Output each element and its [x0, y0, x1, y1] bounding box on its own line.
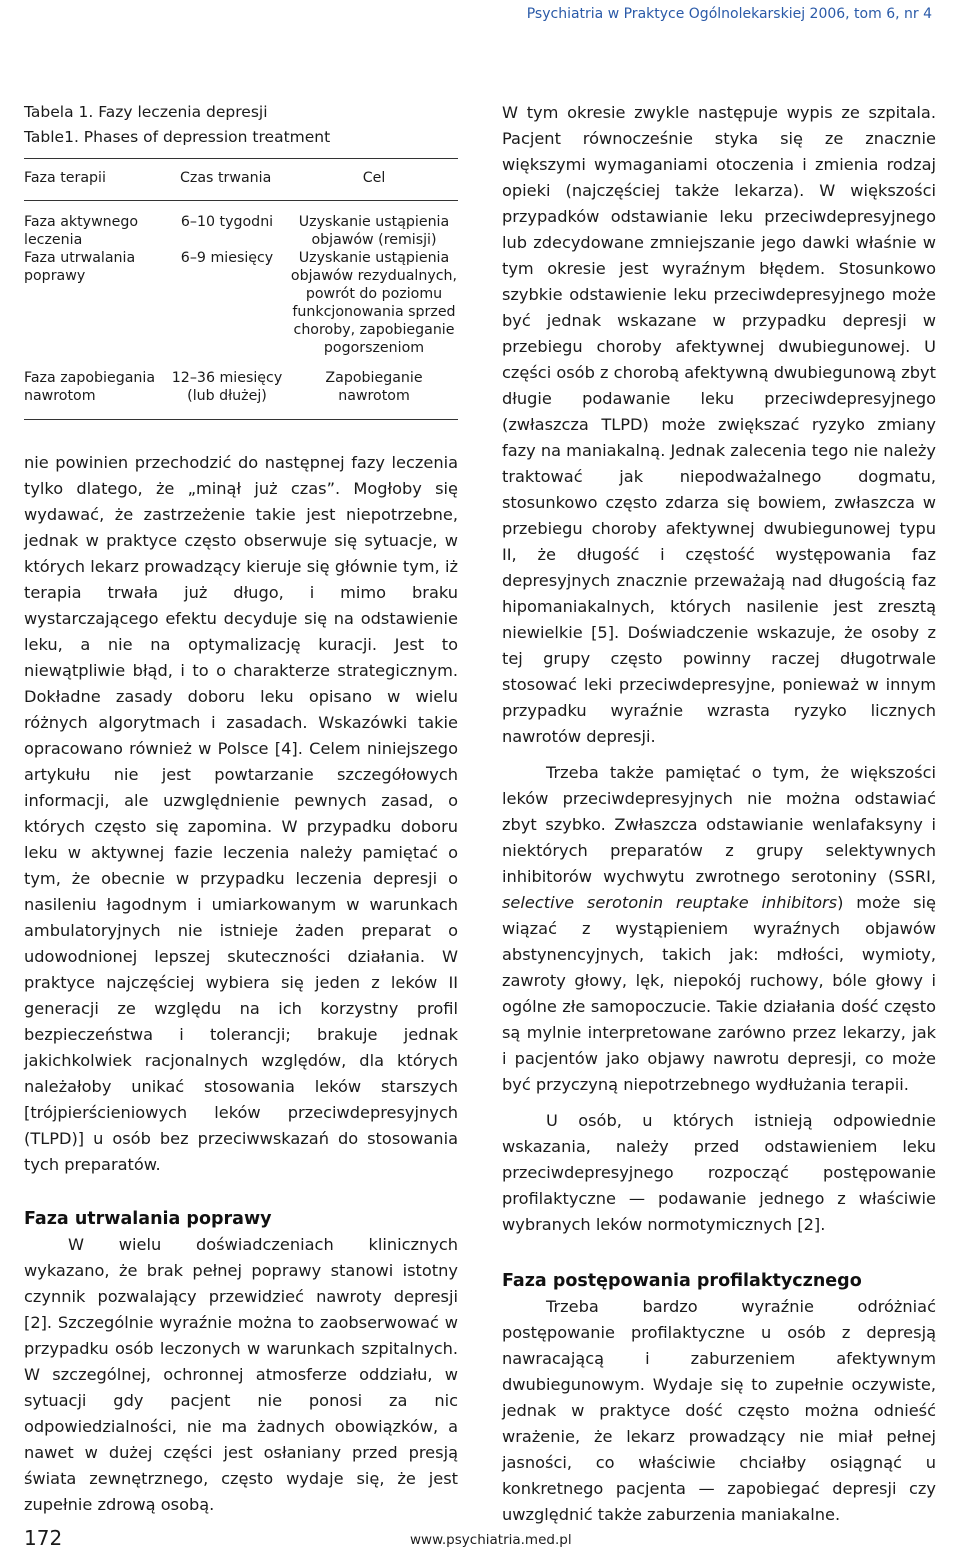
table-caption-pl: Tabela 1. Fazy leczenia depresji	[24, 103, 268, 121]
footer-url: www.psychiatria.med.pl	[410, 1532, 572, 1548]
left-paragraph-1: nie powinien przechodzić do następnej fazy leczenia tylko dlatego, że „minął już czas”. Mogłoby się wydawać, że zastrzeżenie takie jest niepotrzebne, jednak w praktyce często obserwuje się sytuacje, w których lekarz prowadzący kieruje się głównie tym, iż terapia trwała już długo, i mimo braku wystarczającego efektu decyduje się na odstawienie leku, a nie na optymalizację kuracji. Jest to niewątpliwie błąd, i to o charakterze strategicznym. Dokładne zasady doboru leku opisano w wielu różnych algorytmach i zasadach. Wskazówki takie opracowano również w Polsce [4]. Celem niniejszego artykułu nie jest powtarzanie szczegółowych informacji, ale uzwględnienie pewnych zasad, o których często się zapomina. W przypadku doboru leku w aktywnej fazie leczenia należy pamiętać o tym, że obecnie w przypadku leczenia depresji o nasileniu łagodnym i umiarkowanym w warunkach ambulatoryjnych nie istnieje żaden preparat o udowodnionej lepszej skuteczności działania. W praktyce najczęściej wybiera się jeden z leków II generacji ze względu na ich korzystny profil bezpieczeństwa i tolerancji; brakuje jednak jakichkolwiek racjonalnych względów, dla których należałoby unikać stosowania leków starszych [trójpierścieniowych leków przeciwdepresyjnych (TLPD)] u osób bez przeciwwskazań do stosowania tych preparatów.	[24, 453, 458, 1174]
right-paragraph-2-end: ) może się wiązać z wystąpieniem wyraźnych objawów abstynencyjnych, takich jak: mdłości, wymioty, zawroty głowy, lęk, niepokój ruchowy, bóle głowy i ogólne złe samopoczucie. Takie działania dość często są mylnie interpretowane zarówno przez lekarzy, jak i pacjentów jako objawy nawrotu depresji, co może być przyczyną niepotrzebnego wydłużania terapii.	[502, 893, 936, 1094]
table-row	[24, 357, 458, 420]
header-goal: Cel	[290, 159, 458, 201]
right-paragraph-1: W tym okresie zwykle następuje wypis ze szpitala. Pacjent równocześnie styka się ze znacznie większymi wymaganiami otoczenia i zmienia rodzaj opieki (najczęściej także lekarza). W większości przypadków odstawianie leku przeciwdepresyjnego lub zdecydowane zmniejszanie jego dawki właśnie w tym okresie jest wyraźnym błędem. Stosunkowo szybkie odstawienie leku przeciwdepresyjnego może być jednak wskazane w przypadku depresji w przebiegu choroby afektywnej dwubiegunowej. U części osób z chorobą afektywną dwubiegunową zbyt długie podawanie leku przeciwdepresyjnego (zwłaszcza TLPD) może zwiększać ryzyko zmiany fazy na maniakalną. Jednak zalecenia tego nie należy traktować jak niepodważalnego dogmatu, stosunkowo często zdarza się bowiem, zwłaszcza w przebiegu choroby afektywnej dwubiegunowej typu II, że długość i częstość występowania faz depresyjnych znacznie przeważają nad długością faz hipomaniakalnych, których nasilenie jest zresztą niewielkie [5]. Doświadczenie wskazuje, że osoby z tej grupy często powinny raczej długotrwale stosować leki przeciwdepresyjne, ponieważ w innym przypadku wyraźnie wzrasta ryzyko licznych nawrotów depresji.	[502, 103, 936, 746]
left-paragraph-2: W wielu doświadczeniach klinicznych wykazano, że brak pełnej poprawy stanowi istotny czynnik pozwalający przewidzieć nawroty depresji [2]. Szczególnie wyraźnie można to zaobserwować w przypadku osób leczonych w warunkach szpitalnych. W szczególnej, ochronnej atmosferze oddziału, w sytuacji gdy pacjent nie ponosi za nic odpowiedzialności, nie ma żadnych obowiązków, a nawet w dużej części jest osłaniany przed presją świata zewnętrznego, często wydaje się, że jest zupełnie zdrową osobą.	[24, 1235, 458, 1514]
cell-goal: Uzyskanie ustąpienia objawów rezydualnych, powrót do poziomu funkcjonowania sprzed choroby, zapobieganie pogorszeniom	[290, 250, 458, 356]
section-heading-consolidation: Faza utrwalania poprawy	[24, 1209, 272, 1229]
cell-phase: Faza zapobiegania nawrotom	[24, 357, 164, 420]
right-paragraph-2	[502, 760, 936, 1098]
page-number: 172	[24, 1526, 63, 1550]
table-row	[24, 201, 458, 250]
cell-duration: 12–36 miesięcy (lub dłużej)	[164, 357, 290, 420]
right-paragraph-2-start: Trzeba także pamiętać o tym, że większości leków przeciwdepresyjnych nie można odstawiać zbyt szybko. Zwłaszcza odstawianie wenlafaksyny i niektórych preparatów z grupy selektywnych inhibitorów wychwytu zwrotnego serotoniny (SSRI,	[502, 763, 936, 886]
right-paragraph-4: Trzeba bardzo wyraźnie odróżniać postępowanie profilaktyczne u osób z depresją nawracającą i zaburzeniem afektywnym dwubiegunowym. Wydaje się to zupełnie oczywiste, jednak w praktyce dość często można odnieść wrażenie, że lekarz prowadzący nie miał pełnej jasności, co właściwie chciałby osiągnąć u konkretnego pacjenta — zapobiegać depresji czy uwzględnić także zaburzenia maniakalne.	[502, 1297, 936, 1524]
table-header-row	[24, 159, 458, 201]
section-heading-prophylaxis: Faza postępowania profilaktycznego	[502, 1271, 862, 1291]
cell-goal: Zapobieganie nawrotom	[290, 357, 458, 420]
right-paragraph-3: U osób, u których istnieją odpowiednie wskazania, należy przed odstawieniem leku przeciwdepresyjnego rozpocząć postępowanie profilaktyczne — podawanie jednego z właściwie wybranych leków normotymicznych [2].	[502, 1111, 936, 1234]
cell-duration: 6–10 tygodni	[180, 214, 274, 230]
right-paragraph-2-italic: selective serotonin reuptake inhibitors	[502, 893, 838, 912]
phases-table	[24, 158, 458, 420]
left-column	[24, 100, 458, 1518]
header-duration: Czas trwania	[164, 159, 290, 201]
cell-phase: Faza aktywnego leczenia	[24, 214, 139, 248]
right-column	[502, 100, 936, 1528]
cell-phase: Faza utrwalania poprawy	[24, 250, 136, 284]
cell-goal: Uzyskanie ustąpienia objawów (remisji)	[298, 214, 450, 248]
header-phase: Faza terapii	[24, 159, 164, 201]
table-caption-en: Table1. Phases of depression treatment	[24, 128, 331, 146]
table-row	[24, 249, 458, 357]
cell-duration: 6–9 miesięcy	[180, 250, 274, 266]
running-head: Psychiatria w Praktyce Ogólnolekarskiej 2006, tom 6, nr 4	[526, 6, 932, 22]
